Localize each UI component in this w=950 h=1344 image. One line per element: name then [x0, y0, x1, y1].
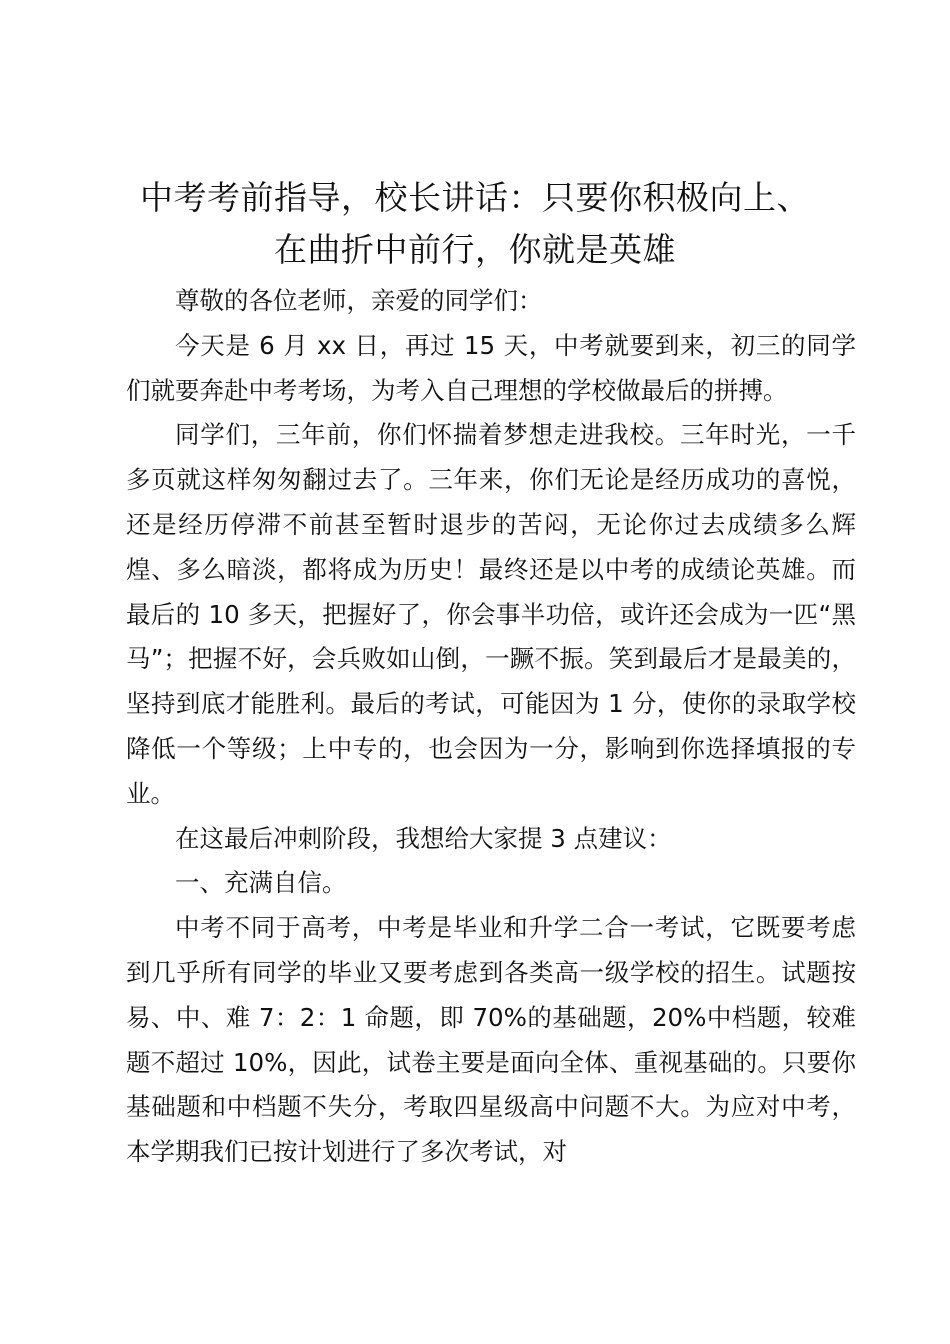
document-body [126, 279, 856, 1175]
body-paragraph: 在这最后冲刺阶段，我想给大家提 3 点建议： [175, 823, 672, 853]
title-line-2: 在曲折中前行，你就是英雄 [274, 230, 676, 269]
body-paragraph: 中考不同于高考，中考是毕业和升学二合一考试，它既要考虑到几乎所有同学的毕业又要考虑到各类高一级学校的招生。试题按易、中、难 7：2：1 命题，即 70%的基础题，20%中档题，较难题不超过 10%，因此，试卷主要是面向全体、重视基础的。只要你基础题和中档题不失分，考取四星级高中问题不大。为应对中考，本学期我们已按计划进行了多次考试，对 [126, 913, 856, 1167]
document-title [80, 172, 870, 276]
body-paragraph: 同学们，三年前，你们怀揣着梦想走进我校。三年时光，一千多页就这样匆匆翻过去了。三年来，你们无论是经历成功的喜悦，还是经历停滞不前甚至暂时退步的苦闷，无论你过去成绩多么辉煌、多么暗淡，都将成为历史！最终还是以中考的成绩论英雄。而最后的 10 多天，把握好了，你会事半功倍，或许还会成为一匹“黑马”；把握不好，会兵败如山倒，一蹶不振。笑到最后才是最美的，坚持到底才能胜利。最后的考试，可能因为 1 分，使你的录取学校降低一个等级；上中专的，也会因为一分，影响到你选择填报的专业。 [126, 420, 856, 808]
salutation-paragraph: 尊敬的各位老师，亲爱的同学们： [175, 286, 543, 315]
section-heading: 一、充满自信。 [175, 868, 347, 898]
title-line-1: 中考考前指导，校长讲话：只要你积极向上、 [140, 178, 810, 217]
body-paragraph: 今天是 6 月 xx 日，再过 15 天，中考就要到来，初三的同学们就要奔赴中考考场，为考入自己理想的学校做最后的拼搏。 [126, 330, 856, 405]
